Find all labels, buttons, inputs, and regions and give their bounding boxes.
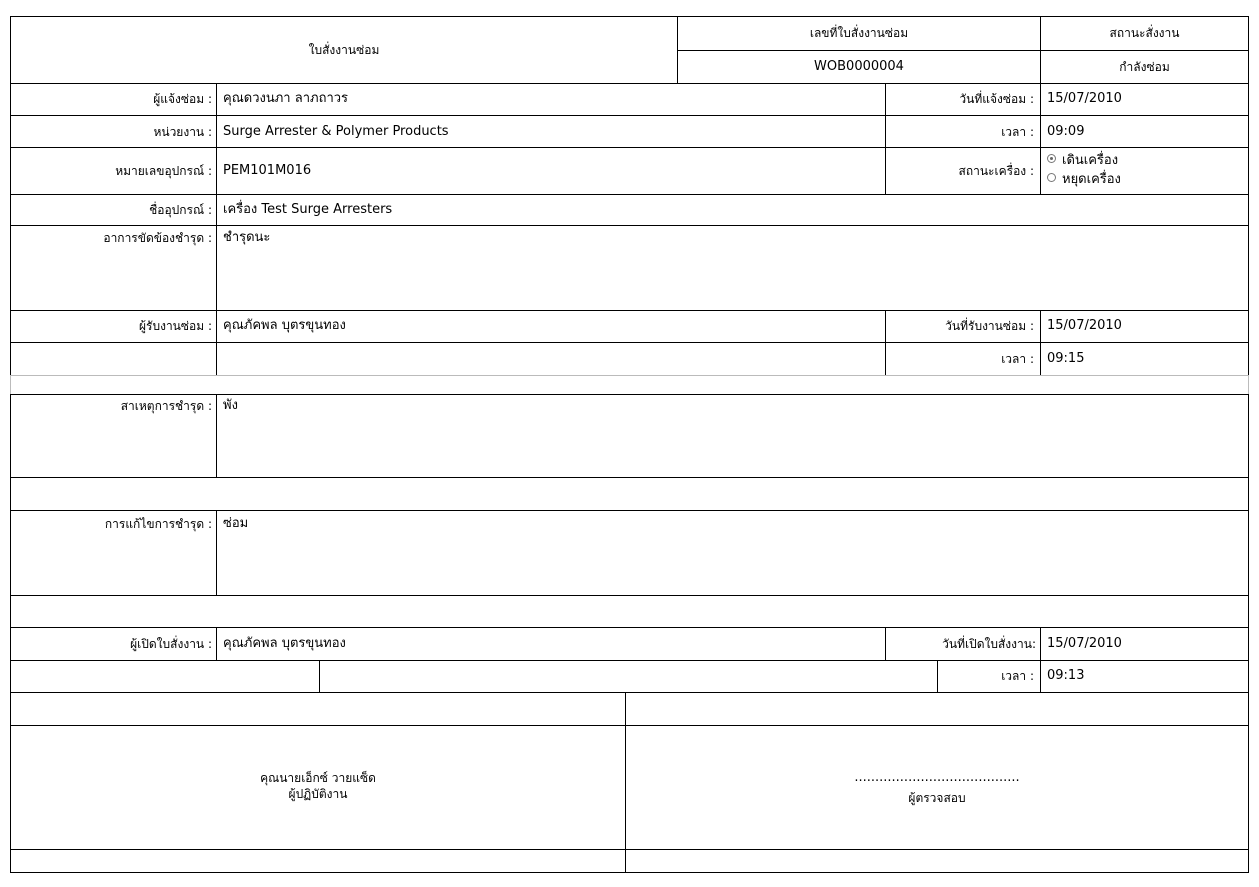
page-title: ใบสั่งงานซ่อม xyxy=(308,43,380,57)
report-date-value: 15/07/2010 xyxy=(1047,91,1122,106)
inspector-signature-cell xyxy=(625,725,1249,850)
receive-time-label: เวลา : xyxy=(1001,352,1034,366)
machine-status-radio-stopped[interactable] xyxy=(1047,172,1121,188)
receive-time-value: 09:15 xyxy=(1047,351,1085,366)
equipment-name-label: ชื่ออุปกรณ์ : xyxy=(149,203,212,217)
open-time-label: เวลา : xyxy=(1001,669,1034,683)
open-time-empty-cell xyxy=(10,660,320,693)
receiver-label: ผู้รับงานซ่อม : xyxy=(138,319,212,333)
equipment-no-value-cell xyxy=(216,147,886,195)
cause-value: พัง xyxy=(223,398,238,413)
performer-role: ผู้ปฏิบัติงาน xyxy=(288,787,348,801)
receive-date-value: 15/07/2010 xyxy=(1047,318,1122,333)
receive-time-empty-cell xyxy=(10,342,217,376)
reporter-value: คุณดวงนภา ลาภถาวร xyxy=(223,91,349,106)
equipment-name-value: เครื่อง Test Surge Arresters xyxy=(223,202,393,217)
opener-value: คุณภัคพล บุตรขุนทอง xyxy=(223,636,346,651)
radio-label-stopped: หยุดเครื่อง xyxy=(1062,172,1121,187)
open-date-label: วันที่เปิดใบสั่งงาน: xyxy=(942,637,1036,651)
equipment-no-value: PEM101M016 xyxy=(223,163,312,178)
open-time-empty-cell-2 xyxy=(319,660,938,693)
wo-number-label: เลขที่ใบสั่งงานซ่อม xyxy=(809,26,909,40)
fix-value-cell xyxy=(216,510,1249,596)
opener-label: ผู้เปิดใบสั่งงาน : xyxy=(130,637,212,651)
cause-value-cell xyxy=(216,394,1249,478)
symptom-value-cell xyxy=(216,225,1249,311)
inspector-signature-line: ........................................ xyxy=(854,770,1020,785)
signature-bottom-left xyxy=(10,849,626,873)
symptom-value: ชำรุดนะ xyxy=(223,230,271,245)
status-badge: กำลังซ่อม xyxy=(1119,60,1170,74)
report-time-label: เวลา : xyxy=(1001,125,1034,139)
radio-label-running: เดินเครื่อง xyxy=(1062,153,1119,168)
signature-top-right xyxy=(625,692,1249,726)
open-time-value: 09:13 xyxy=(1047,668,1085,683)
machine-status-radio-running[interactable] xyxy=(1047,153,1118,169)
receive-date-label: วันที่รับงานซ่อม : xyxy=(945,319,1034,333)
spacer-row-2 xyxy=(10,595,1249,628)
report-time-value: 09:09 xyxy=(1047,124,1085,139)
performer-name: คุณนายเอ็กซ์ วายแซ็ด xyxy=(260,771,376,785)
radio-selected-icon xyxy=(1047,154,1056,163)
wo-number: WOB0000004 xyxy=(814,59,904,74)
department-value: Surge Arrester & Polymer Products xyxy=(223,124,449,139)
equipment-no-label: หมายเลขอุปกรณ์ : xyxy=(115,164,212,178)
inspector-role: ผู้ตรวจสอบ xyxy=(908,791,966,805)
status-label: สถานะสั่งงาน xyxy=(1109,26,1180,40)
section-gap xyxy=(10,375,1249,395)
reporter-label: ผู้แจ้งซ่อม : xyxy=(153,92,212,106)
department-label: หน่วยงาน : xyxy=(153,125,212,139)
open-date-value: 15/07/2010 xyxy=(1047,636,1122,651)
signature-bottom-right xyxy=(625,849,1249,873)
cause-label: สาเหตุการชำรุด : xyxy=(120,399,212,413)
spacer-row xyxy=(10,477,1249,511)
radio-unselected-icon xyxy=(1047,173,1056,182)
machine-status-label: สถานะเครื่อง : xyxy=(958,164,1034,178)
fix-label: การแก้ไขการชำรุด : xyxy=(104,517,212,531)
symptom-label: อาการขัดข้องชำรุด : xyxy=(103,231,212,245)
fix-value: ซ่อม xyxy=(223,516,249,531)
receiver-value: คุณภัคพล บุตรขุนทอง xyxy=(223,318,346,333)
receive-time-empty-cell-2 xyxy=(216,342,886,376)
report-date-label: วันที่แจ้งซ่อม : xyxy=(959,92,1034,106)
signature-top-left xyxy=(10,692,626,726)
